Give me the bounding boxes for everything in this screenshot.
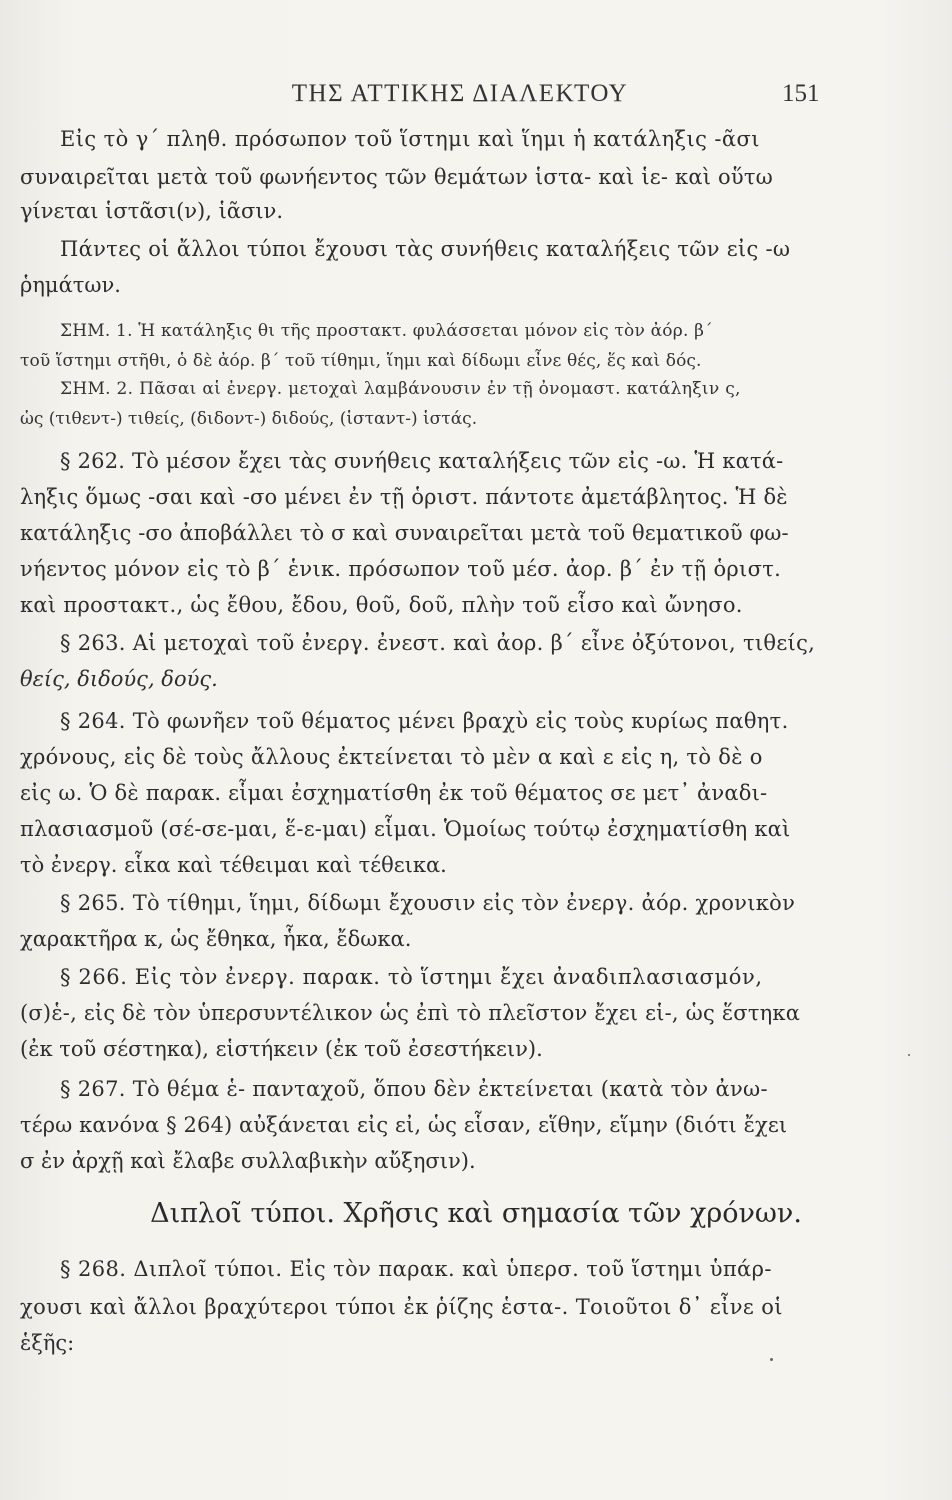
text-line: κατάληξις -σο ἀποβάλλει τὸ σ καὶ συναιρεῖται μετὰ τοῦ θεματικοῦ φω- — [20, 521, 789, 545]
text-line: χαρακτῆρα κ, ὡς ἔθηκα, ἧκα, ἔδωκα. — [20, 927, 412, 951]
section-heading: Διπλοῖ τύποι. Χρῆσις καὶ σημασία τῶν χρόνων. — [150, 1198, 802, 1229]
text-line: § 264. Τὸ φωνῆεν τοῦ θέματος μένει βραχὺ εἰς τοὺς κυρίως παθητ. — [60, 709, 789, 733]
note-line: τοῦ ἵστημι στῆθι, ὁ δὲ ἀόρ. β΄ τοῦ τίθημι, ἵημι καὶ δίδωμι εἶνε θές, ἕς καὶ δός. — [20, 351, 702, 371]
text-line: τὸ ἐνεργ. εἷκα καὶ τέθειμαι καὶ τέθεικα. — [20, 853, 447, 877]
running-title: ΤΗΣ ΑΤΤΙΚΗΣ ΔΙΑΛΕΚΤΟΥ — [291, 80, 629, 107]
page-number: 151 — [782, 80, 820, 107]
text-line: καὶ προστακτ., ὡς ἔθου, ἔδου, θοῦ, δοῦ, πλὴν τοῦ εἷσο καὶ ὤνησο. — [20, 593, 743, 617]
text-line: ῥημάτων. — [20, 273, 121, 297]
text-line: ληξις ὅμως -σαι καὶ -σο μένει ἐν τῇ ὁριστ. πάντοτε ἀμετάβλητος. Ἡ δὲ — [20, 485, 788, 509]
text-line: χρόνους, εἰς δὲ τοὺς ἄλλους ἐκτείνεται τὸ μὲν α καὶ ε εἰς η, τὸ δὲ ο — [20, 745, 763, 769]
text-line: Πάντες οἱ ἄλλοι τύποι ἔχουσι τὰς συνήθεις καταλήξεις τῶν εἰς -ω — [60, 237, 791, 261]
text-line: εἰς ω. Ὁ δὲ παρακ. εἷμαι ἐσχηματίσθη ἐκ τοῦ θέματος σε μετ᾽ ἀναδι- — [20, 781, 768, 805]
text-line: χουσι καὶ ἄλλοι βραχύτεροι τύποι ἐκ ῥίζης ἑστα-. Τοιοῦτοι δ᾽ εἶνε οἱ — [20, 1295, 783, 1319]
text-line: § 262. Τὸ μέσον ἔχει τὰς συνήθεις καταλήξεις τῶν εἰς -ω. Ἡ κατά- — [60, 449, 784, 473]
note-line: ΣΗΜ. 1. Ἡ κατάληξις θι τῆς προστακτ. φυλάσσεται μόνον εἰς τὸν ἀόρ. β΄ — [60, 321, 713, 341]
text-line: § 266. Εἰς τὸν ἐνεργ. παρακ. τὸ ἵστημι ἔχει ἀναδιπλασιασμόν, — [60, 965, 763, 989]
note-line: ΣΗΜ. 2. Πᾶσαι αἱ ἐνεργ. μετοχαὶ λαμβάνουσιν ἐν τῇ ὀνομαστ. κατάληξιν ς, — [60, 379, 741, 399]
text-line: σ ἐν ἀρχῇ καὶ ἔλαβε συλλαβικὴν αὔξησιν). — [20, 1149, 476, 1173]
text-line: νήεντος μόνον εἰς τὸ β΄ ἑνικ. πρόσωπον τοῦ μέσ. ἀορ. β΄ ἐν τῇ ὁριστ. — [20, 557, 782, 581]
text-line: (ἐκ τοῦ σέστηκα), εἱστήκειν (ἐκ τοῦ ἐσεστήκειν). — [20, 1037, 543, 1061]
text-line: § 263. Αἱ μετοχαὶ τοῦ ἐνεργ. ἐνεστ. καὶ ἀορ. β΄ εἶνε ὀξύτονοι, τιθείς, — [60, 631, 816, 655]
text-line: τέρω κανόνα § 264) αὐξάνεται εἰς εἰ, ὡς εἷσαν, εἵθην, εἵμην (διότι ἔχει — [20, 1113, 788, 1137]
text-line: θείς, διδούς, δούς. — [20, 667, 218, 691]
text-line: (σ)ἑ-, εἰς δὲ τὸν ὑπερσυντέλικον ὡς ἐπὶ τὸ πλεῖστον ἔχει εἱ-, ὡς ἕστηκα — [20, 1001, 801, 1025]
text-line: συναιρεῖται μετὰ τοῦ φωνήεντος τῶν θεμάτων ἱστα- καὶ ἱε- καὶ οὕτω — [20, 165, 773, 189]
text-line: § 268. Διπλοῖ τύποι. Εἰς τὸν παρακ. καὶ ὑπερσ. τοῦ ἵστημι ὑπάρ- — [60, 1257, 772, 1281]
scan-speck — [770, 1358, 773, 1361]
running-header — [0, 80, 952, 120]
text-line: γίνεται ἱστᾶσι(ν), ἱᾶσιν. — [20, 199, 284, 223]
text-line: § 265. Τὸ τίθημι, ἵημι, δίδωμι ἔχουσιν εἰς τὸν ἐνεργ. ἀόρ. χρονικὸν — [60, 891, 796, 915]
text-line: ἑξῆς: — [20, 1331, 75, 1355]
note-line: ὡς (τιθεντ-) τιθείς, (διδοντ-) διδούς, (ἱσταντ-) ἱστάς. — [20, 409, 478, 429]
text-line: Εἰς τὸ γ΄ πληθ. πρόσωπον τοῦ ἵστημι καὶ ἵημι ἡ κατάληξις -ᾶσι — [60, 127, 760, 151]
scan-speck — [908, 1054, 910, 1056]
text-line: πλασιασμοῦ (σέ-σε-μαι, ἕ-ε-μαι) εἷμαι. Ὁμοίως τούτῳ ἐσχηματίσθη καὶ — [20, 817, 791, 841]
text-line: § 267. Τὸ θέμα ἑ- πανταχοῦ, ὅπου δὲν ἐκτείνεται (κατὰ τὸν ἀνω- — [60, 1077, 768, 1101]
